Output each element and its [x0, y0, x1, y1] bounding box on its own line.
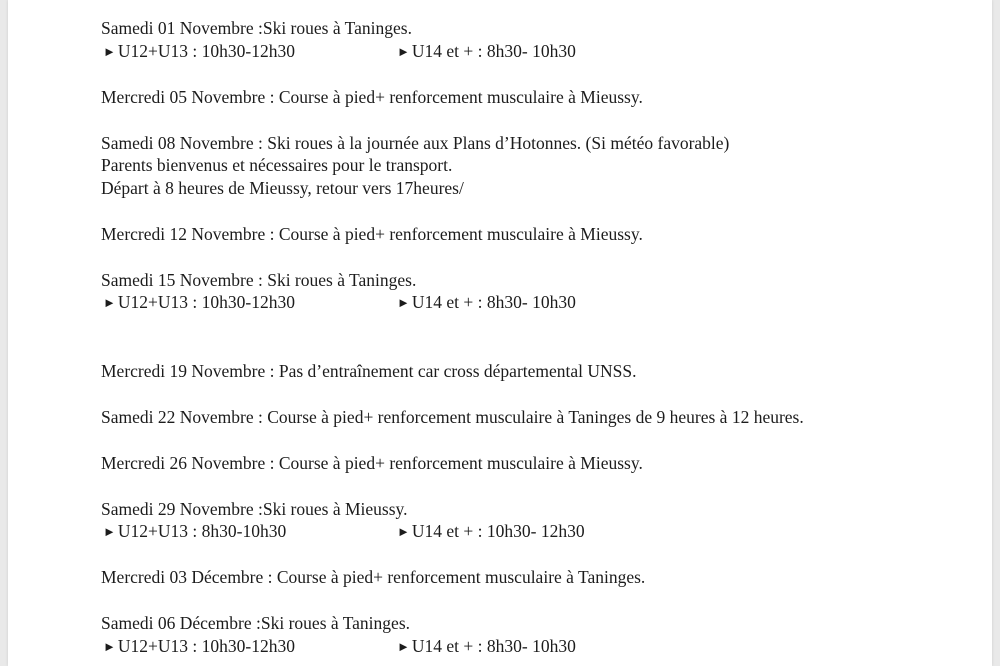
session-label: U12+U13 : 10h30-12h30	[117, 292, 295, 312]
session-label: U14 et + : 8h30- 10h30	[411, 40, 576, 61]
session-row	[101, 40, 804, 63]
session-row	[101, 635, 804, 658]
entry-title: Samedi 06 Décembre :Ski roues à Taninges.	[101, 613, 411, 633]
session-u14-plus	[397, 40, 576, 65]
entry-title: Mercredi 19 Novembre : Pas d’entraînement car cross départemental UNSS.	[101, 360, 637, 381]
document-page	[8, 0, 992, 666]
bullet-arrow-icon: ►	[397, 524, 410, 539]
session-label: U12+U13 : 10h30-12h30	[117, 635, 295, 656]
entry-title: Mercredi 12 Novembre : Course à pied+ renforcement musculaire à Mieussy.	[101, 223, 643, 244]
entry-title: Samedi 29 Novembre :Ski roues à Mieussy.	[101, 498, 408, 519]
entry-note: Parents bienvenus et nécessaires pour le transport.	[101, 155, 453, 175]
session-label: U14 et + : 10h30- 12h30	[411, 521, 585, 541]
entry-title: Mercredi 26 Novembre : Course à pied+ renforcement musculaire à Mieussy.	[101, 452, 643, 473]
session-label: U12+U13 : 8h30-10h30	[117, 521, 287, 541]
bullet-arrow-icon: ►	[103, 295, 116, 310]
session-u12-u13	[103, 635, 295, 660]
bullet-arrow-icon: ►	[397, 43, 410, 59]
entry-title: Samedi 22 Novembre : Course à pied+ renforcement musculaire à Taninges de 9 heures à 12 heures.	[101, 406, 804, 427]
bullet-arrow-icon: ►	[397, 295, 410, 310]
bullet-arrow-icon: ►	[103, 524, 116, 539]
session-label: U14 et + : 8h30- 10h30	[411, 292, 576, 312]
entry-title: Samedi 15 Novembre : Ski roues à Taninges.	[101, 269, 417, 290]
session-row	[101, 520, 804, 543]
bullet-arrow-icon: ►	[103, 43, 116, 59]
entry-title: Samedi 01 Novembre :Ski roues à Taninges.	[101, 18, 412, 38]
session-u12-u13	[103, 520, 286, 545]
entry-note: Départ à 8 heures de Mieussy, retour vers 17heures/	[101, 177, 464, 198]
session-label: U12+U13 : 10h30-12h30	[117, 40, 295, 61]
entry-title: Mercredi 05 Novembre : Course à pied+ renforcement musculaire à Mieussy.	[101, 86, 643, 107]
session-u12-u13	[103, 291, 295, 316]
schedule-content	[101, 17, 804, 657]
bullet-arrow-icon: ►	[397, 638, 410, 654]
session-u14-plus	[397, 291, 576, 316]
entry-title: Samedi 08 Novembre : Ski roues à la journée aux Plans d’Hotonnes. (Si météo favorable)	[101, 132, 730, 153]
session-row	[101, 291, 804, 314]
session-label: U14 et + : 8h30- 10h30	[411, 635, 576, 656]
session-u14-plus	[397, 520, 585, 545]
session-u12-u13	[103, 40, 295, 65]
entry-title: Mercredi 03 Décembre : Course à pied+ renforcement musculaire à Taninges.	[101, 567, 646, 587]
session-u14-plus	[397, 635, 576, 660]
bullet-arrow-icon: ►	[103, 638, 116, 654]
